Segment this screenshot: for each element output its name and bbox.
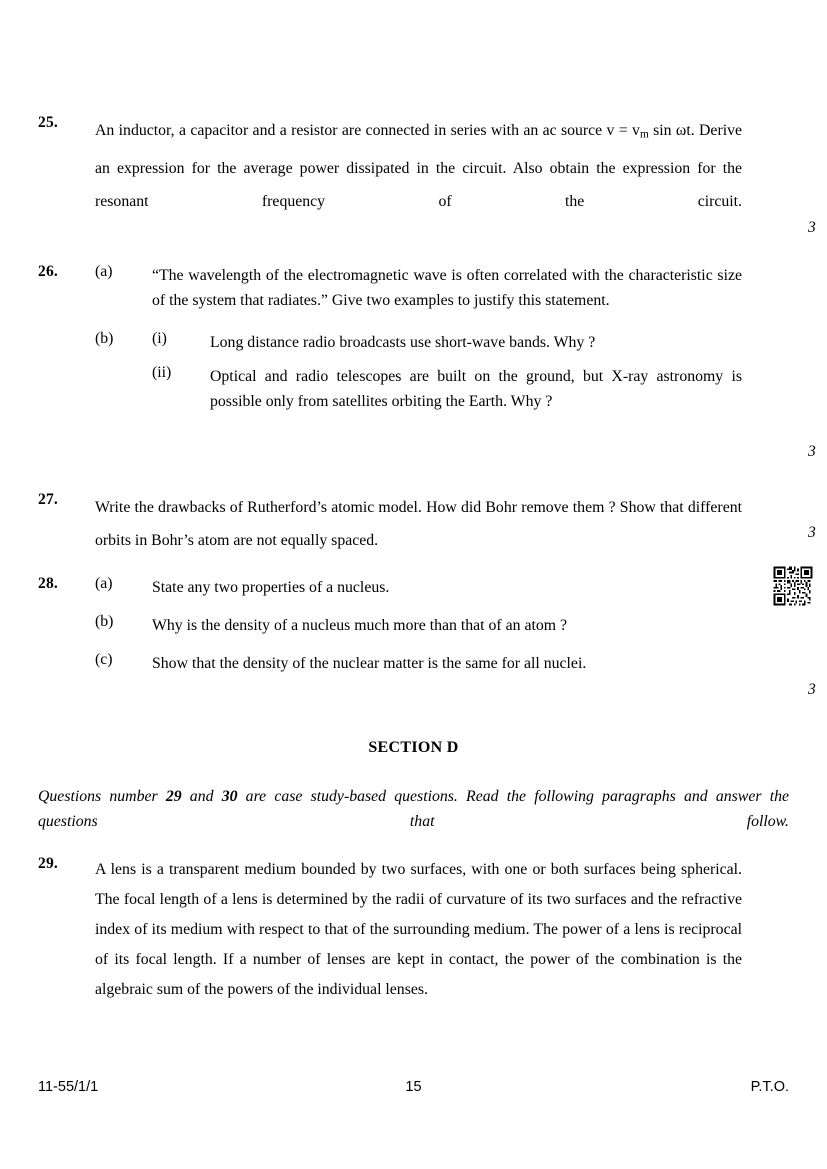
question-27-number: 27.	[38, 491, 58, 508]
question-26-item-b-i-text: Long distance radio broadcasts use short-wave bands. Why ?	[210, 334, 596, 351]
instruction-mid: and	[181, 788, 222, 805]
formula-equals: = v	[614, 122, 640, 139]
question-29-body	[95, 855, 742, 1005]
question-26-marks: 3	[808, 443, 816, 460]
formula-subscript: m	[639, 128, 649, 141]
question-29	[38, 855, 789, 1005]
question-26-item-b-ii-text: Optical and radio telescopes are built on the ground, but X-ray astronomy is possible only from satellites orbiting the Earth. Why ?	[210, 368, 742, 410]
question-25-marks: 3	[808, 219, 816, 236]
question-26-item-b-ii-body	[210, 364, 742, 414]
question-27-marks: 3	[808, 524, 816, 541]
question-25-text-part1: An inductor, a capacitor and a resistor are connected in series with an ac source	[95, 122, 607, 139]
question-28-marks: 3	[808, 681, 816, 698]
question-26-item-a-text: “The wavelength of the electromagnetic wave is often correlated with the characteristic size of the system that radiates.” Give two examples to justify this statement.	[152, 267, 742, 309]
question-26-item-b-label: (b)	[95, 330, 114, 347]
question-25	[38, 114, 816, 251]
question-28-item-b-label: (b)	[95, 613, 114, 630]
question-27-body	[95, 491, 742, 557]
question-28-number: 28.	[38, 575, 58, 592]
turn-over-label: P.T.O.	[750, 1079, 789, 1095]
question-28-item-c	[95, 651, 742, 676]
question-26	[38, 263, 816, 460]
question-25-number: 25.	[38, 114, 58, 131]
question-25-formula	[607, 122, 695, 139]
question-25-text	[95, 114, 742, 251]
question-26-item-a	[95, 263, 742, 313]
question-28-item-b	[95, 613, 742, 638]
question-28-item-c-text: Show that the density of the nuclear matter is the same for all nuclei.	[152, 655, 587, 672]
question-28-item-a-label: (a)	[95, 575, 113, 592]
question-26-item-a-label: (a)	[95, 263, 113, 280]
question-28-item-a	[95, 575, 742, 600]
question-26-number: 26.	[38, 263, 58, 280]
question-26-item-b-ii	[152, 364, 742, 414]
instruction-question-30: 30	[221, 788, 238, 805]
question-28-item-b-body	[152, 613, 742, 638]
question-28-item-a-text: State any two properties of a nucleus.	[152, 579, 390, 596]
question-28-item-c-label: (c)	[95, 651, 113, 668]
paper-code: 11-55/1/1	[38, 1079, 99, 1095]
question-28-item-c-body	[152, 651, 742, 676]
question-26-item-b-body	[95, 330, 742, 414]
question-28-item-a-body	[152, 575, 742, 600]
instruction-pre: Questions number	[38, 788, 166, 805]
question-27	[38, 491, 816, 557]
question-29-text: A lens is a transparent medium bounded by two surfaces, with one or both surfaces being spherical. The focal length of a lens is determined by the radii of curvature of its two surfaces and the refractive index of its medium with respect to that of the surrounding medium. The power of a lens is reciprocal of its focal length. If a number of lenses are kept in contact, the power of the combination is the algebraic sum of the powers of the individual lenses.	[95, 861, 742, 998]
page-number: 15	[405, 1079, 422, 1095]
instruction-post: are case study-based questions. Read the following paragraphs and answer the questions that follow.	[38, 788, 789, 830]
question-26-item-b-i	[152, 330, 742, 355]
formula-v: v	[606, 122, 615, 139]
question-25-text-part2: Derive an expression for the average power dissipated in the circuit. Also obtain the expression for the resonant frequency of the circuit.	[95, 122, 742, 210]
question-25-body	[95, 114, 742, 251]
question-27-text: Write the drawbacks of Rutherford’s atomic model. How did Bohr remove them ? Show that different orbits in Bohr’s atom are not equally spaced.	[95, 499, 742, 549]
question-29-number: 29.	[38, 855, 58, 872]
question-26-item-b	[95, 330, 742, 414]
question-26-item-b-i-label: (i)	[152, 330, 167, 347]
question-26-item-b-i-body	[210, 330, 742, 355]
formula-rest: sin ωt.	[648, 122, 695, 139]
section-d-heading: SECTION D	[368, 739, 459, 756]
qr-code-icon	[770, 565, 816, 607]
question-28-item-b-text: Why is the density of a nucleus much more than that of an atom ?	[152, 617, 567, 634]
section-d-instruction	[38, 784, 789, 859]
question-26-item-b-ii-label: (ii)	[152, 364, 172, 381]
instruction-question-29: 29	[165, 788, 182, 805]
question-28	[38, 575, 816, 698]
question-26-item-a-body	[152, 263, 742, 313]
